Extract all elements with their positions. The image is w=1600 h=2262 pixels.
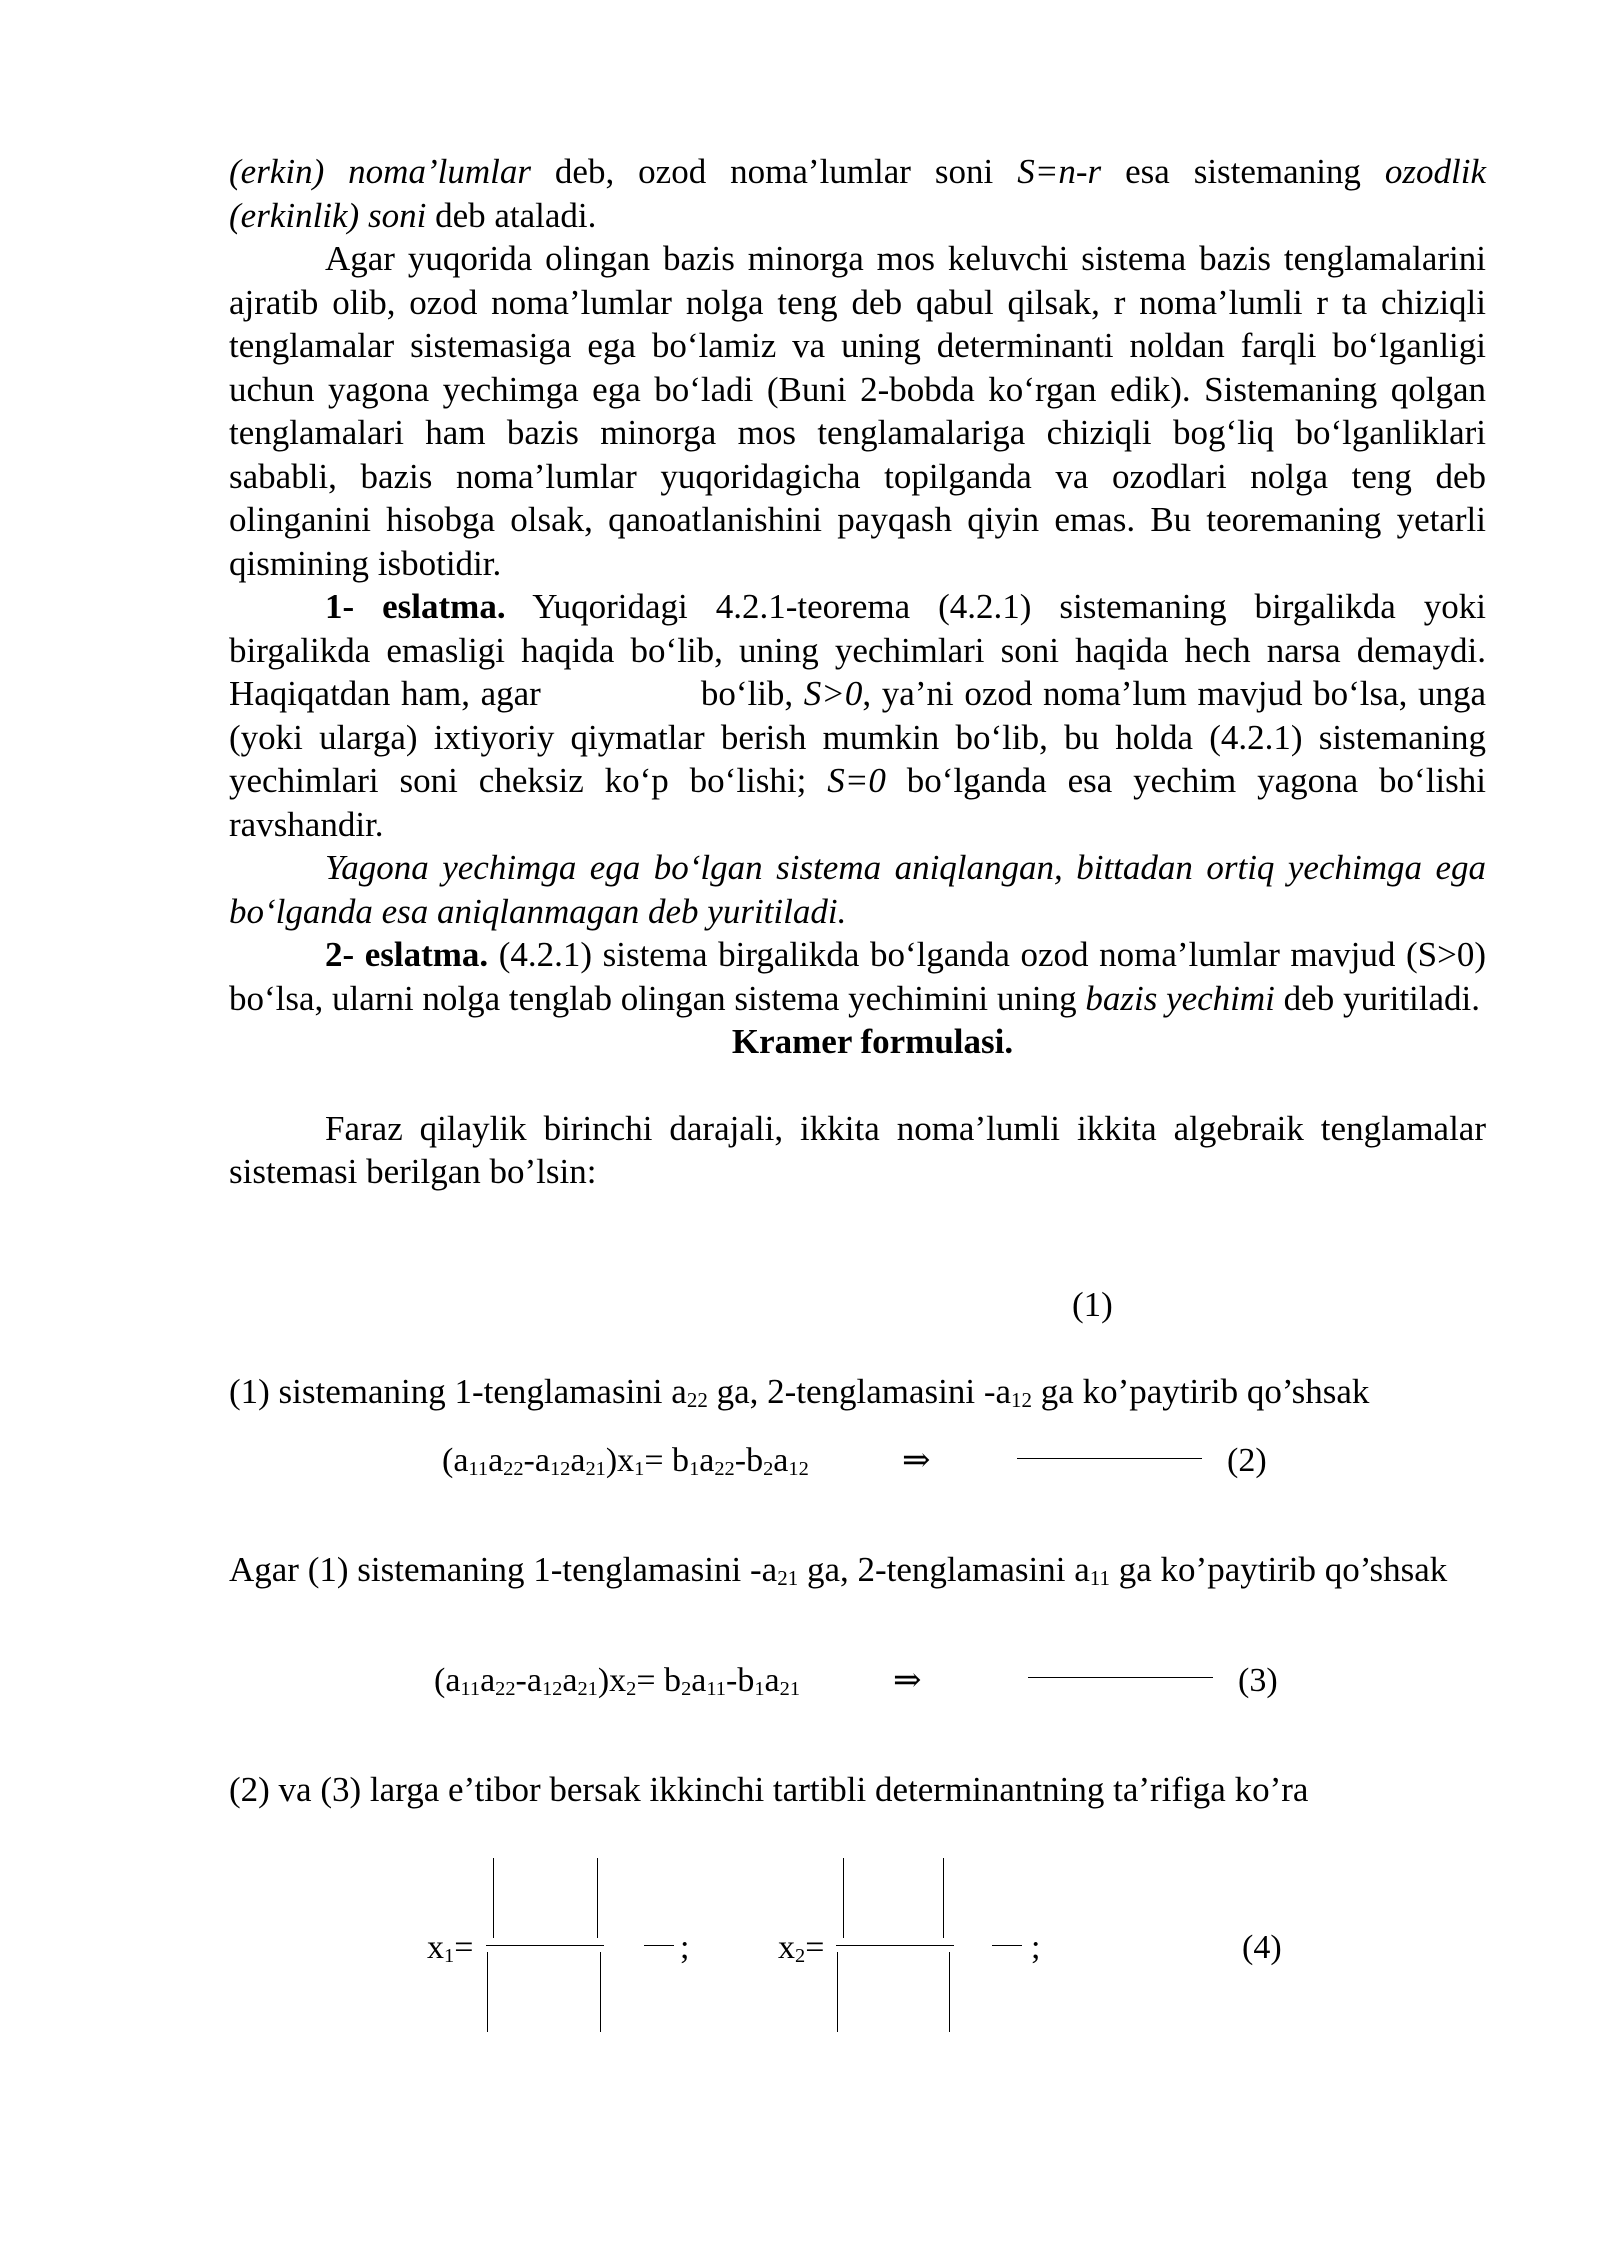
- eq-text: a: [480, 1662, 496, 1699]
- eq-text: (a: [442, 1442, 469, 1479]
- eq-text: -b: [734, 1442, 764, 1479]
- paragraph-remark-1: [229, 585, 1486, 846]
- eq-text: -a: [523, 1442, 550, 1479]
- equation-2: [442, 1441, 809, 1481]
- italic-statement: Yagona yechimga ega bo‘lgan sistema aniqlangan, bittadan ortiq yechimga ega bo‘lganda esa aniqlanmagan deb yuritiladi.: [229, 848, 1486, 931]
- determinant-bar: [600, 1952, 601, 2032]
- semicolon: ;: [1031, 1929, 1041, 1966]
- subscript: 12: [1011, 1388, 1033, 1413]
- term-free-unknowns: (erkin) noma’lumlar: [229, 152, 531, 191]
- implies-arrow-2: ⇒: [902, 1442, 931, 1479]
- subscript: 2: [626, 1678, 637, 1701]
- subscript: 21: [577, 1678, 598, 1701]
- text-span: bo‘lib,: [700, 674, 804, 713]
- eq-text: =: [805, 1929, 825, 1966]
- short-dash: [992, 1945, 1022, 1946]
- subscript: 21: [585, 1458, 606, 1481]
- formula-s-zero: S=0: [827, 761, 886, 800]
- subscript: 11: [468, 1458, 489, 1481]
- paragraph-intro: Faraz qilaylik birinchi darajali, ikkita noma’lumli ikkita algebraik tenglamalar sistemasi berilgan bo’lsin:: [229, 1108, 1486, 1191]
- eq-text: =: [454, 1929, 474, 1966]
- subscript: 12: [788, 1458, 809, 1481]
- paragraph-remark-2: [229, 933, 1486, 1020]
- determinant-bar: [493, 1858, 494, 1938]
- text-span: ga ko’paytirib qo’shsak: [1032, 1372, 1370, 1411]
- fraction-line-x2: [836, 1945, 954, 1946]
- equation-3: [434, 1661, 800, 1701]
- eq-text: a: [488, 1442, 504, 1479]
- subscript: 12: [541, 1678, 563, 1701]
- term-freedom-number: ozodlik (erkinlik) soni: [229, 152, 1486, 235]
- text-span: Yuqoridagi 4.2.1-teorema (4.2.1) sistemaning birgalikda yoki birgalikda emasligi haqida bo‘lib, uning yechimlari soni haqida hech narsa demaydi. Haqiqatdan ham, agar: [229, 587, 1486, 713]
- section-heading: Kramer formulasi.: [731, 1022, 1014, 1061]
- subscript: 2: [795, 1945, 806, 1968]
- fraction-line-x1: [486, 1945, 604, 1946]
- subscript: 11: [460, 1678, 481, 1701]
- text-span: (4.2.1) sistema birgalikda bo‘lganda ozod noma’lumlar mavjud (S>0) bo‘lsa, ularni nolga tenglab olingan sistema yechimini uning: [229, 935, 1486, 1018]
- subscript: 22: [714, 1458, 735, 1481]
- subscript: 22: [503, 1458, 524, 1481]
- text-span: Agar (1) sistemaning 1-tenglamasini -a: [229, 1550, 778, 1589]
- remark-2-title: 2- eslatma.: [325, 935, 489, 974]
- term-basis-solution: bazis yechimi: [1085, 978, 1275, 1018]
- eq-text: a: [764, 1662, 780, 1699]
- implies-arrow-3: ⇒: [893, 1662, 922, 1699]
- eq-text: a: [699, 1442, 715, 1479]
- paragraph-definition: [229, 150, 1486, 237]
- determinant-bar: [597, 1858, 598, 1938]
- determinant-bar: [943, 1858, 944, 1938]
- paragraph-determinant: (2) va (3) larga e’tibor bersak ikkinchi tartibli determinantning ta’rifiga ko’ra: [229, 1770, 1309, 1809]
- determinant-bar: [487, 1952, 488, 2032]
- eq-text: a: [691, 1662, 707, 1699]
- text-span: bo‘lganda esa yechim yagona bo‘lishi ravshandir.: [229, 761, 1486, 844]
- eq-text: x: [427, 1929, 444, 1966]
- equation-3-label: (3): [1238, 1662, 1278, 1699]
- main-text: [229, 150, 1486, 1194]
- text-span: deb yuritiladi.: [1274, 978, 1481, 1018]
- paragraph-multiply-2: [229, 1548, 1486, 1592]
- equation-1-label: (1): [1072, 1285, 1113, 1324]
- determinant-bar: [837, 1952, 838, 2032]
- eq-text: (a: [434, 1662, 461, 1699]
- subscript: 1: [444, 1945, 455, 1968]
- determinant-bar: [949, 1952, 950, 2032]
- formula-s-positive: S>0: [803, 674, 863, 713]
- short-dash: [644, 1945, 674, 1946]
- eq-text: )x: [597, 1662, 627, 1699]
- subscript: 1: [634, 1458, 645, 1481]
- subscript: 12: [549, 1458, 571, 1481]
- eq-text: a: [562, 1662, 578, 1699]
- paragraph-proof: Agar yuqorida olingan bazis minorga mos keluvchi sistema bazis tenglamalarini ajratib olib, ozod noma’lumlar nolga teng deb qabul qilsak, r noma’lumli r ta chiziqli tenglamalar sistemasiga ega bo‘lamiz va uning determinanti noldan farqli bo‘lganligi uchun yagona yechimga ega bo‘ladi (Buni 2-bobda ko‘rgan edik). Sistemaning qolgan tenglamalari ham bazis minorga mos tenglamalariga chiziqli bog‘liq bo‘lganliklari sababli, bazis noma’lumlar yuqoridagicha topilganda va ozodlari nolga teng deb olinganini hisobga olsak, qanoatlanishini payqash qiyin emas. Bu teoremaning yetarli qismining isbotidir.: [229, 239, 1486, 583]
- determinant-bar: [843, 1858, 844, 1938]
- equation-2-label: (2): [1227, 1442, 1267, 1479]
- text-span: deb, ozod noma’lumlar soni: [530, 152, 1018, 191]
- subscript: 22: [686, 1388, 708, 1413]
- eq-text: )x: [605, 1442, 635, 1479]
- text-span: deb ataladi.: [426, 195, 597, 235]
- fraction-line-2: [1017, 1458, 1202, 1459]
- subscript: 21: [777, 1566, 799, 1591]
- subscript: 11: [1089, 1566, 1110, 1591]
- text-span: esa sistemaning: [1101, 152, 1385, 191]
- eq-text: a: [773, 1442, 789, 1479]
- subscript: 11: [706, 1678, 726, 1701]
- subscript: 2: [681, 1678, 692, 1701]
- text-span: ga, 2-tenglamasini -a: [707, 1372, 1012, 1411]
- equation-4-label: (4): [1242, 1929, 1282, 1966]
- subscript: 22: [495, 1678, 516, 1701]
- fraction-line-3: [1028, 1677, 1213, 1678]
- text-span: (1) sistemaning 1-tenglamasini a: [229, 1372, 687, 1411]
- text-span: , ya’ni ozod noma’lum mavjud bo‘lsa, unga (yoki ularga) ixtiyoriy qiymatlar berish mumkin bo‘lib, bu holda (4.2.1) sistemaning yechimlari soni cheksiz ko‘p bo‘lishi;: [229, 674, 1487, 800]
- eq-text: = b: [644, 1442, 690, 1479]
- x2-formula-label: [778, 1928, 824, 1968]
- text-span: ga, 2-tenglamasini a: [798, 1550, 1090, 1589]
- text-span: ga ko’paytirib qo’shsak: [1110, 1550, 1448, 1589]
- eq-text: a: [570, 1442, 586, 1479]
- remark-1-title: 1- eslatma.: [325, 587, 506, 626]
- eq-text: -a: [515, 1662, 542, 1699]
- x1-formula-label: [427, 1928, 473, 1968]
- paragraph-definition-italic: [229, 846, 1486, 933]
- formula-s: S=n-r: [1017, 152, 1102, 191]
- eq-text: = b: [636, 1662, 682, 1699]
- subscript: 2: [763, 1458, 774, 1481]
- paragraph-multiply-1: [229, 1372, 1369, 1412]
- eq-text: x: [778, 1929, 795, 1966]
- eq-text: -b: [726, 1662, 755, 1699]
- subscript: 1: [689, 1458, 700, 1481]
- spacer: [229, 1064, 1486, 1107]
- subscript: 1: [754, 1678, 765, 1701]
- semicolon: ;: [680, 1929, 690, 1966]
- subscript: 21: [779, 1678, 801, 1701]
